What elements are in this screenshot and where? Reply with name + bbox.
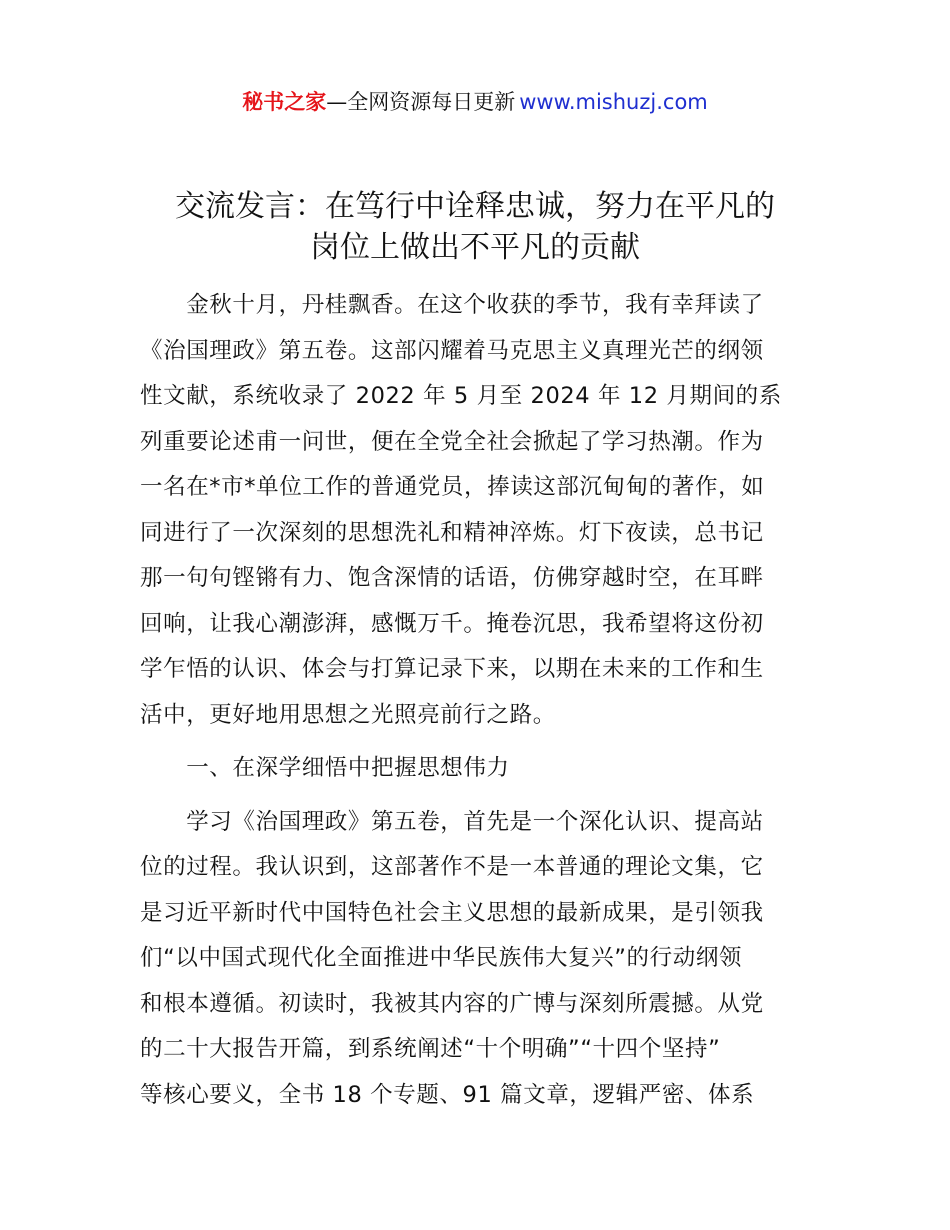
site-url-link[interactable]: www.mishuzj.com (519, 90, 708, 114)
text-line: 性文献，系统收录了 2022 年 5 月至 2024 年 12 月期间的系 (140, 383, 782, 409)
document-title (100, 186, 850, 268)
text-line: 同进行了一次深刻的思想洗礼和精神淬炼。灯下夜读，总书记 (140, 519, 764, 546)
site-tagline: —全网资源每日更新 (326, 90, 516, 114)
site-header (0, 86, 950, 118)
text-line: 金秋十月，丹桂飘香。在这个收获的季节，我有幸拜读了 (140, 292, 764, 318)
text-line: 《治国理政》第五卷。这部闪耀着马克思主义真理光芒的纲领 (140, 337, 764, 364)
text-line: 的二十大报告开篇，到系统阐述“十个明确”“十四个坚持” (140, 1036, 721, 1062)
text-line: 等核心要义，全书 18 个专题、91 篇文章，逻辑严密、体系 (140, 1081, 755, 1108)
text-line: 和根本遵循。初读时，我被其内容的广博与深刻所震撼。从党 (140, 990, 764, 1017)
text-line: 回响，让我心潮澎湃，感慨万千。掩卷沉思，我希望将这份初 (140, 610, 764, 637)
text-line: 学习《治国理政》第五卷，首先是一个深化认识、提高站 (140, 808, 764, 835)
section-heading: 一、在深学细悟中把握思想伟力 (140, 755, 510, 781)
text-line: 学乍悟的认识、体会与打算记录下来，以期在未来的工作和生 (140, 656, 764, 682)
paragraph-gap (140, 792, 812, 800)
text-line: 列重要论述甫一问世，便在全党全社会掀起了学习热潮。作为 (140, 428, 764, 455)
text-line: 活中，更好地用思想之光照亮前行之路。 (140, 701, 556, 728)
site-brand: 秘书之家 (242, 90, 327, 114)
document-body (140, 283, 812, 1118)
paragraph-intro (140, 283, 812, 738)
paragraph-section-1 (140, 800, 812, 1119)
text-line: 那一句句铿锵有力、饱含深情的话语，仿佛穿越时空，在耳畔 (140, 565, 764, 591)
title-line-2: 岗位上做出不平凡的贡献 (310, 230, 640, 265)
text-line: 位的过程。我认识到，这部著作不是一本普通的理论文集，它 (140, 854, 764, 880)
title-line-1: 交流发言：在笃行中诠释忠诚，努力在平凡的 (175, 189, 775, 224)
text-line: 是习近平新时代中国特色社会主义思想的最新成果，是引领我 (140, 899, 764, 926)
paragraph-gap (140, 738, 812, 746)
text-line: 们“以中国式现代化全面推进中华民族伟大复兴”的行动纲领 (140, 945, 743, 971)
text-line: 一名在*市*单位工作的普通党员，捧读这部沉甸甸的著作，如 (140, 474, 765, 500)
